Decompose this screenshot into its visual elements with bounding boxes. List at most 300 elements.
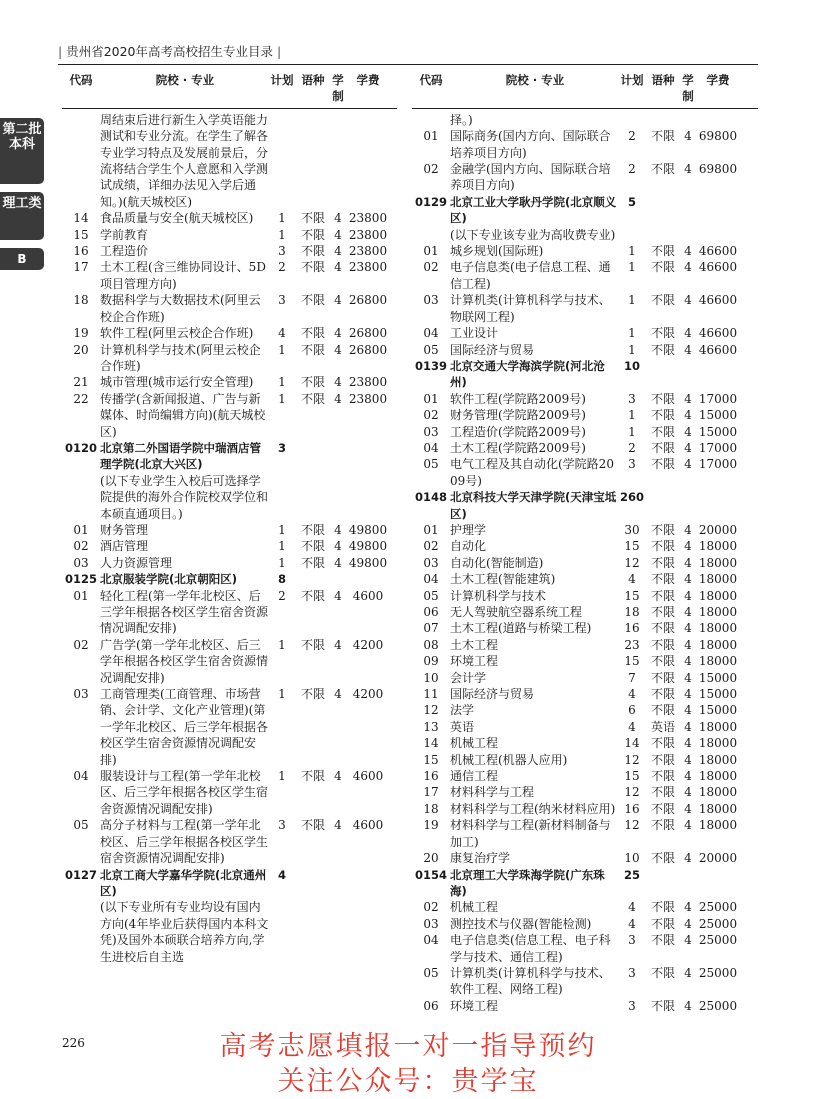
row-years: 4 [684, 687, 692, 702]
school-row [62, 571, 397, 587]
row-years: 4 [334, 293, 342, 308]
row-fee: 23800 [348, 375, 388, 390]
row-lang: 不限 [650, 244, 675, 259]
row-plan: 25 [623, 867, 640, 882]
table-row [62, 374, 397, 390]
header-plan: 计划 [270, 73, 294, 87]
row-code: 03 [423, 916, 439, 931]
table-row [412, 850, 758, 866]
row-name: 北京工商大学嘉华学院(北京通州区) [100, 867, 267, 898]
table-row [62, 588, 397, 637]
row-fee: 25000 [698, 998, 738, 1013]
row-code: 15 [423, 752, 439, 767]
row-code: 16 [73, 244, 89, 259]
table-row [62, 522, 397, 538]
row-fee: 49800 [348, 555, 388, 570]
row-lang: 不限 [650, 162, 675, 177]
row-years: 4 [684, 752, 692, 767]
row-code: 02 [423, 260, 439, 275]
row-code: 19 [423, 818, 439, 833]
row-name: 机械工程(机器人应用) [450, 752, 568, 767]
row-years: 4 [684, 670, 692, 685]
row-fee: 18000 [698, 801, 738, 816]
table-row [62, 259, 397, 292]
row-name: 传播学(含新闻报道、广告与新媒体、时尚编辑方向)(航天城校区) [100, 391, 266, 439]
row-lang: 不限 [650, 457, 675, 472]
row-code: 14 [73, 211, 89, 226]
school-row [62, 867, 397, 900]
row-years: 4 [334, 211, 342, 226]
row-years: 4 [334, 818, 342, 833]
row-code: 05 [73, 818, 89, 833]
row-name: 机械工程 [450, 900, 499, 915]
row-lang: 不限 [650, 851, 675, 866]
row-plan: 4 [628, 719, 636, 734]
table-row [62, 473, 397, 522]
row-name: 北京服装学院(北京朝阳区) [100, 572, 238, 587]
row-name: 北京理工大学珠海学院(广东珠海) [450, 867, 605, 898]
right-table-body [412, 112, 758, 1014]
header-fee: 学费 [706, 73, 730, 87]
row-years: 4 [684, 555, 692, 570]
row-name: 土木工程(含三维协同设计、5D项目管理方向) [100, 260, 266, 291]
row-plan: 3 [278, 244, 286, 259]
row-code: 22 [73, 391, 89, 406]
row-name: 电气工程及其自动化(学院路2009号) [450, 457, 614, 488]
table-row [412, 424, 758, 440]
row-lang: 不限 [300, 818, 325, 833]
row-plan: 1 [628, 424, 636, 439]
row-fee: 46600 [698, 293, 738, 308]
row-plan: 4 [628, 916, 636, 931]
row-name: 机械工程 [450, 736, 499, 751]
row-plan: 1 [628, 293, 636, 308]
row-lang: 不限 [300, 375, 325, 390]
row-plan: 12 [624, 555, 640, 570]
row-code: 0125 [64, 572, 97, 587]
row-lang: 不限 [650, 998, 675, 1013]
row-code: 0148 [414, 490, 447, 505]
row-code: 05 [423, 965, 439, 980]
table-row [62, 538, 397, 554]
row-years: 4 [684, 818, 692, 833]
row-name: 测控技术与仪器(智能检测) [450, 916, 592, 931]
row-fee: 25000 [698, 916, 738, 931]
row-name: 环境工程 [450, 654, 499, 669]
row-plan: 15 [624, 588, 640, 603]
school-row [412, 358, 758, 391]
table-row [412, 259, 758, 292]
row-name: 学前教育 [100, 227, 149, 242]
row-lang: 不限 [300, 211, 325, 226]
row-name: 计算机类(计算机科学与技术、软件工程、网络工程) [450, 965, 611, 997]
row-lang: 不限 [650, 637, 675, 652]
row-fee: 18000 [698, 621, 738, 636]
row-lang: 不限 [650, 785, 675, 800]
row-code: 15 [73, 227, 89, 242]
row-plan: 1 [628, 408, 636, 423]
table-row [412, 227, 758, 243]
row-name: 周结束后进行新生入学英语能力测试和专业分流。在学生了解各专业学习特点及发展前景后，分流将结合学生个人意愿和入学测试成绩，详细办法见入学后通知。)(航天城校区) [100, 112, 269, 209]
side-tab-letter: B [0, 248, 44, 270]
row-code: 0139 [414, 358, 447, 373]
row-fee: 15000 [698, 670, 738, 685]
row-name: 英语 [450, 719, 475, 734]
page-number: 226 [62, 1036, 85, 1050]
row-name: 电子信息类(电子信息工程、通信工程) [450, 260, 611, 291]
row-name: 城市管理(城市运行安全管理) [100, 375, 254, 390]
row-lang: 不限 [650, 440, 675, 455]
row-lang: 不限 [650, 605, 675, 619]
header-rule [58, 64, 758, 65]
table-row [412, 522, 758, 538]
row-plan: 4 [278, 326, 286, 341]
row-name: 无人驾驶航空器系统工程 [450, 605, 583, 619]
row-lang: 英语 [650, 719, 675, 734]
table-row [412, 719, 758, 735]
row-years: 4 [684, 129, 692, 144]
table-row [412, 128, 758, 161]
row-fee: 18000 [698, 719, 738, 734]
row-plan: 1 [278, 391, 286, 406]
row-years: 4 [684, 572, 692, 587]
table-row [412, 899, 758, 915]
row-name: 材料科学与工程(新材料制备与加工) [450, 818, 611, 849]
row-name: 高分子材料与工程(第一学年北校区、后三学年根据各校区学生宿舍资源情况调配安排) [100, 818, 269, 866]
row-fee: 4200 [352, 637, 384, 652]
row-name: 护理学 [450, 522, 487, 537]
row-name: 择。) [450, 112, 473, 127]
row-lang: 不限 [650, 572, 675, 587]
row-lang: 不限 [650, 555, 675, 570]
row-code: 18 [423, 801, 439, 816]
row-lang: 不限 [300, 260, 325, 275]
row-plan: 3 [278, 818, 286, 833]
row-plan: 1 [278, 637, 286, 652]
row-plan: 3 [628, 391, 636, 406]
row-lang: 不限 [650, 769, 675, 784]
row-lang: 不限 [650, 522, 675, 537]
row-name: 金融学(国内方向、国际联合培养项目方向) [450, 162, 611, 193]
row-code: 12 [423, 703, 439, 718]
header-years: 学制 [332, 73, 344, 104]
table-row [412, 112, 758, 128]
row-code: 07 [423, 621, 439, 636]
table-row [412, 571, 758, 587]
row-years: 4 [684, 588, 692, 603]
watermark-line-2: 关注公众号：贵学宝 [277, 1066, 539, 1097]
row-lang: 不限 [650, 933, 675, 948]
row-name: 软件工程(阿里云校企合作班) [100, 326, 254, 341]
row-fee: 18000 [698, 605, 738, 619]
row-plan: 23 [624, 637, 640, 652]
table-row [412, 801, 758, 817]
row-years: 4 [684, 916, 692, 931]
row-years: 4 [684, 900, 692, 915]
row-code: 01 [423, 391, 439, 406]
table-row [412, 161, 758, 194]
row-code: 14 [423, 736, 439, 751]
row-plan: 2 [628, 162, 636, 177]
row-name: 环境工程 [450, 998, 499, 1013]
table-row [412, 604, 758, 620]
row-plan: 1 [628, 326, 636, 341]
row-plan: 2 [278, 588, 286, 603]
row-plan: 6 [628, 703, 636, 718]
row-fee: 17000 [698, 440, 738, 455]
row-code: 20 [423, 851, 439, 866]
row-code: 08 [423, 637, 439, 652]
row-plan: 12 [624, 785, 640, 800]
row-lang: 不限 [650, 408, 675, 423]
row-code: 0129 [414, 194, 447, 209]
row-name: 土木工程(智能建筑) [450, 572, 556, 587]
row-code: 04 [423, 572, 439, 587]
row-fee: 46600 [698, 342, 738, 357]
row-fee: 18000 [698, 818, 738, 833]
row-name: 酒店管理 [100, 539, 149, 554]
row-name: 国际经济与贸易 [450, 342, 535, 357]
row-years: 4 [684, 851, 692, 866]
row-code: 06 [423, 605, 439, 619]
row-code: 02 [73, 539, 89, 554]
row-years: 4 [684, 769, 692, 784]
row-code: 01 [423, 244, 439, 259]
row-code: 17 [73, 260, 89, 275]
row-years: 4 [684, 162, 692, 177]
row-name: 北京工业大学耿丹学院(北京顺义区) [450, 194, 617, 226]
row-name: 材料科学与工程(纳米材料应用) [450, 801, 616, 816]
row-lang: 不限 [650, 391, 675, 406]
table-row [412, 456, 758, 489]
row-years: 4 [684, 605, 692, 619]
row-fee: 23800 [348, 227, 388, 242]
header-school: 院校 · 专业 [155, 73, 215, 87]
row-lang: 不限 [300, 588, 325, 603]
table-row [412, 637, 758, 653]
row-fee: 25000 [698, 900, 738, 915]
row-code: 05 [423, 342, 439, 357]
row-fee: 18000 [698, 769, 738, 784]
row-code: 09 [423, 654, 439, 669]
row-code: 18 [73, 293, 89, 308]
row-name: 材料科学与工程 [450, 785, 535, 800]
row-code: 03 [73, 687, 89, 702]
row-code: 03 [73, 555, 89, 570]
row-years: 4 [684, 719, 692, 734]
row-fee: 23800 [348, 211, 388, 226]
row-lang: 不限 [650, 900, 675, 915]
table-row [62, 112, 397, 210]
row-name: (以下专业所有专业均设有国内方向(4年毕业后获得国内本科文凭)及国外本硕联合培养方向,学生进校后自主选 [100, 900, 269, 964]
row-plan: 3 [628, 933, 636, 948]
table-row [412, 998, 758, 1014]
row-code: 03 [423, 555, 439, 570]
row-code: 02 [423, 162, 439, 177]
row-years: 4 [684, 326, 692, 341]
row-years: 4 [334, 687, 342, 702]
row-lang: 不限 [650, 687, 675, 702]
row-code: 11 [423, 687, 439, 702]
table-row [412, 932, 758, 965]
table-row [62, 686, 397, 768]
row-lang: 不限 [650, 260, 675, 275]
left-column [62, 72, 397, 965]
table-row [412, 555, 758, 571]
table-row [412, 325, 758, 341]
row-name: 法学 [450, 703, 475, 718]
header-code: 代码 [419, 73, 443, 87]
row-years: 4 [334, 588, 342, 603]
row-fee: 26800 [348, 293, 388, 308]
left-table-body [62, 112, 397, 965]
row-name: 康复治疗学 [450, 851, 511, 866]
row-years: 4 [334, 637, 342, 652]
row-lang: 不限 [300, 555, 325, 570]
row-fee: 26800 [348, 342, 388, 357]
row-code: 02 [423, 900, 439, 915]
table-row [62, 342, 397, 375]
row-plan: 1 [628, 342, 636, 357]
row-plan: 2 [278, 260, 286, 275]
row-name: 北京交通大学海滨学院(河北沧州) [450, 358, 605, 390]
row-lang: 不限 [650, 342, 675, 357]
row-fee: 18000 [698, 555, 738, 570]
row-years: 4 [684, 621, 692, 636]
row-code: 17 [423, 785, 439, 800]
row-fee: 4200 [352, 687, 384, 702]
side-tab-batch: 第二批本科 [0, 118, 44, 184]
row-code: 20 [73, 342, 89, 357]
row-fee: 15000 [698, 687, 738, 702]
row-code: 16 [423, 769, 439, 784]
row-lang: 不限 [300, 637, 325, 652]
header-title: 贵州省2020年高考高校招生专业目录 [66, 44, 273, 59]
row-plan: 2 [628, 440, 636, 455]
row-name: 土木工程(道路与桥梁工程) [450, 621, 592, 636]
table-row [412, 735, 758, 751]
row-plan: 18 [624, 605, 640, 619]
row-years: 4 [684, 654, 692, 669]
row-years: 4 [334, 539, 342, 554]
row-lang: 不限 [650, 293, 675, 308]
row-lang: 不限 [300, 326, 325, 341]
row-code: 01 [73, 522, 89, 537]
row-plan: 3 [278, 293, 286, 308]
row-fee: 46600 [698, 326, 738, 341]
row-plan: 1 [278, 227, 286, 242]
row-name: 服装设计与工程(第一学年北校区、后三学年根据各校区学生宿舍资源情况调配安排) [100, 769, 269, 816]
row-name: 城乡规划(国际班) [450, 244, 544, 259]
row-lang: 不限 [650, 916, 675, 931]
row-name: 电子信息类(信息工程、电子科学与技术、通信工程) [450, 933, 611, 964]
school-row [62, 440, 397, 473]
row-lang: 不限 [650, 621, 675, 636]
row-fee: 46600 [698, 260, 738, 275]
row-lang: 不限 [650, 670, 675, 685]
row-years: 4 [684, 736, 692, 751]
row-years: 4 [684, 539, 692, 554]
row-name: 软件工程(学院路2009号) [450, 391, 586, 406]
row-code: 01 [423, 522, 439, 537]
row-years: 4 [334, 227, 342, 242]
table-row [412, 686, 758, 702]
row-name: 北京第二外国语学院中瑞酒店管理学院(北京大兴区) [100, 440, 261, 472]
table-row [412, 653, 758, 669]
row-plan: 15 [624, 769, 640, 784]
table-row [412, 440, 758, 456]
row-plan: 3 [628, 998, 636, 1013]
table-row [62, 899, 397, 965]
row-plan: 16 [624, 801, 640, 816]
row-plan: 2 [628, 129, 636, 144]
row-fee: 18000 [698, 752, 738, 767]
row-fee: 17000 [698, 391, 738, 406]
row-code: 10 [423, 670, 439, 685]
row-code: 0154 [414, 867, 447, 882]
row-name: 工程造价(学院路2009号) [450, 424, 586, 439]
row-code: 21 [73, 375, 89, 390]
table-row [62, 227, 397, 243]
row-fee: 49800 [348, 539, 388, 554]
side-tab-category: 理工类 [0, 192, 44, 240]
row-fee: 18000 [698, 785, 738, 800]
row-years: 4 [334, 342, 342, 357]
row-years: 4 [334, 769, 342, 784]
header-lang: 语种 [651, 73, 675, 87]
header-plan: 计划 [620, 73, 644, 87]
row-code: 03 [423, 293, 439, 308]
row-lang: 不限 [650, 654, 675, 669]
table-row [412, 916, 758, 932]
row-years: 4 [334, 555, 342, 570]
row-name: 计算机科学与技术(阿里云校企合作班) [100, 342, 261, 373]
row-plan: 3 [628, 965, 636, 980]
row-lang: 不限 [300, 293, 325, 308]
row-plan: 8 [277, 572, 286, 587]
running-header: | 贵州省2020年高考高校招生专业目录 | [58, 44, 282, 59]
right-column [412, 72, 758, 1014]
row-plan: 1 [278, 555, 286, 570]
row-fee: 18000 [698, 588, 738, 603]
row-plan: 4 [628, 572, 636, 587]
row-plan: 1 [278, 211, 286, 226]
row-code: 04 [423, 933, 439, 948]
row-name: 工业设计 [450, 326, 499, 341]
row-code: 02 [73, 637, 89, 652]
row-code: 05 [423, 457, 439, 472]
row-years: 4 [684, 244, 692, 259]
header-years: 学制 [682, 73, 694, 104]
table-row [62, 391, 397, 440]
row-years: 4 [334, 244, 342, 259]
row-lang: 不限 [650, 752, 675, 767]
row-code: 01 [423, 129, 439, 144]
row-lang: 不限 [650, 801, 675, 816]
row-fee: 49800 [348, 522, 388, 537]
row-fee: 18000 [698, 637, 738, 652]
row-fee: 4600 [352, 588, 384, 603]
row-years: 4 [334, 375, 342, 390]
header-code: 代码 [69, 73, 93, 87]
row-plan: 1 [278, 539, 286, 554]
row-years: 4 [334, 522, 342, 537]
table-row [62, 210, 397, 226]
row-lang: 不限 [650, 588, 675, 603]
row-name: 自动化 [450, 539, 487, 554]
row-code: 01 [73, 588, 89, 603]
row-years: 4 [684, 391, 692, 406]
